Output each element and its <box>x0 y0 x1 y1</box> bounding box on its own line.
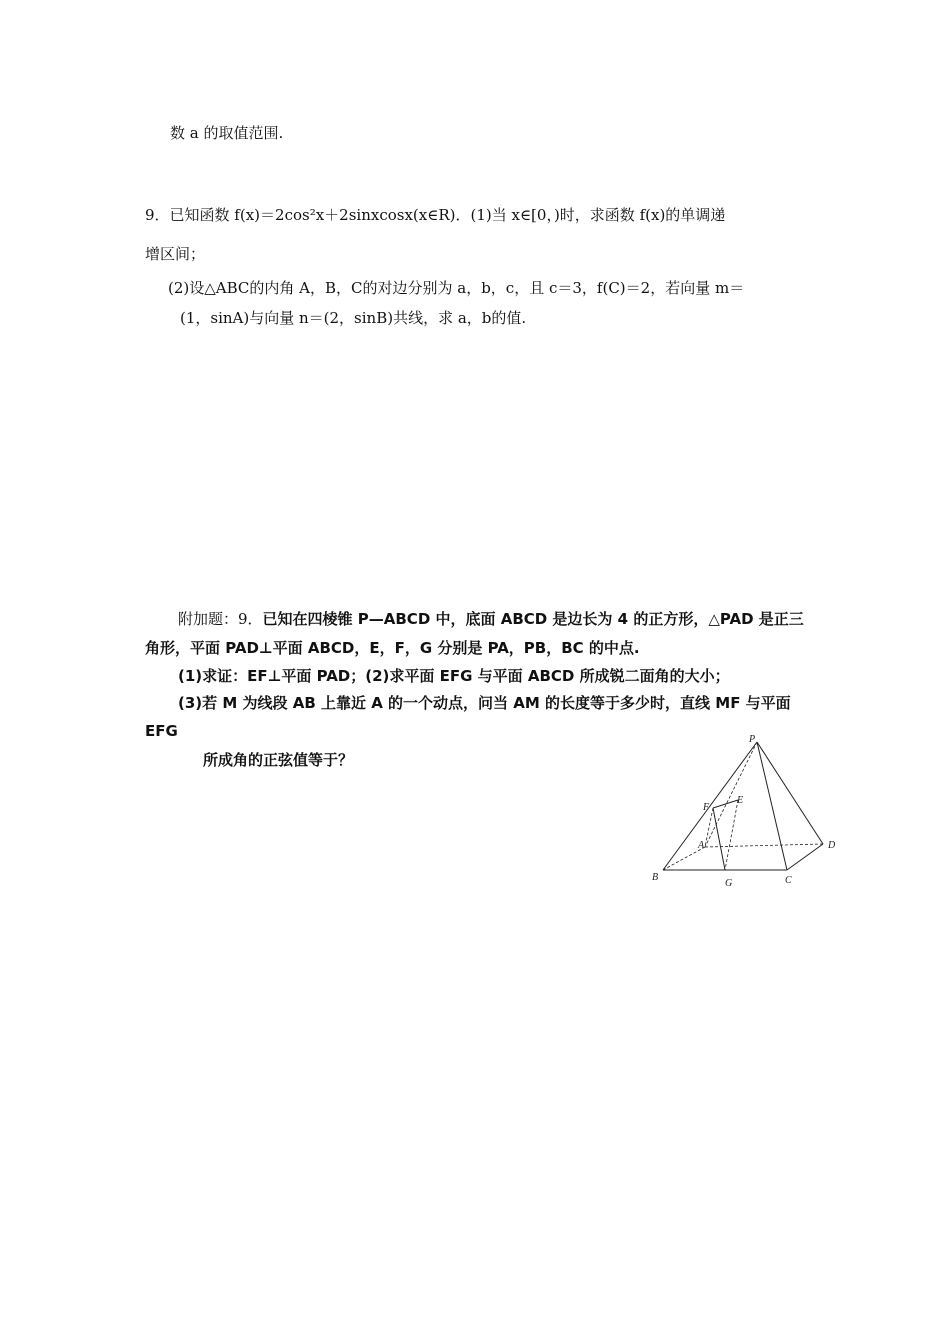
edge-AD-hidden <box>705 844 823 847</box>
text-line-range: 数 a 的取值范围. <box>170 124 284 142</box>
edge-CD <box>787 844 823 870</box>
additional-question-line-1 <box>178 609 804 629</box>
additional-question-line-5: EFG <box>145 722 178 740</box>
additional-question-line-3: (1)求证：EF⊥平面 PAD；(2)求平面 EFG 与平面 ABCD 所成锐二面角的大小； <box>178 667 730 685</box>
additional-question-text: 已知在四棱锥 P—ABCD 中，底面 ABCD 是边长为 4 的正方形，△PAD 是正三 <box>262 610 804 628</box>
additional-question-prefix: 附加题：9． <box>178 610 263 628</box>
pyramid-figure <box>645 730 845 895</box>
label-P: P <box>749 734 756 745</box>
additional-question-line-4: (3)若 M 为线段 AB 上靠近 A 的一个动点，问当 AM 的长度等于多少时，直线 MF 与平面 <box>178 694 791 712</box>
label-F: F <box>703 802 710 813</box>
edge-PA-hidden <box>705 742 757 847</box>
additional-question-line-6: 所成角的正弦值等于？ <box>203 751 354 769</box>
question-9-line-2: 增区间； <box>145 245 206 263</box>
label-B: B <box>652 872 659 883</box>
segment-EG-hidden <box>725 800 738 870</box>
question-9-line-4: (1，sinA)与向量 n＝(2，sinB)共线，求 a，b的值. <box>180 309 527 327</box>
label-C: C <box>785 875 792 886</box>
question-9-line-3: (2)设△ABC的内角 A，B，C的对边分别为 a，b，c，且 c＝3，f(C)＝2，若向量 m＝ <box>168 279 745 297</box>
edge-PD <box>757 742 823 844</box>
label-D: D <box>828 840 836 851</box>
label-E: E <box>737 795 744 806</box>
label-G: G <box>725 878 733 889</box>
segment-FE <box>713 800 738 808</box>
question-9-line-1: 9．已知函数 f(x)＝2cos²x＋2sinxcosx(x∈R)．(1)当 x∈[0，)时，求函数 f(x)的单调递 <box>145 206 726 224</box>
edge-PB <box>663 742 757 870</box>
segment-FG <box>713 808 725 870</box>
edge-PC <box>757 742 787 870</box>
label-A: A <box>698 840 705 851</box>
additional-question-line-2: 角形，平面 PAD⊥平面 ABCD，E，F，G 分别是 PA，PB，BC 的中点. <box>145 639 640 657</box>
segment-FA-hidden <box>705 808 713 847</box>
